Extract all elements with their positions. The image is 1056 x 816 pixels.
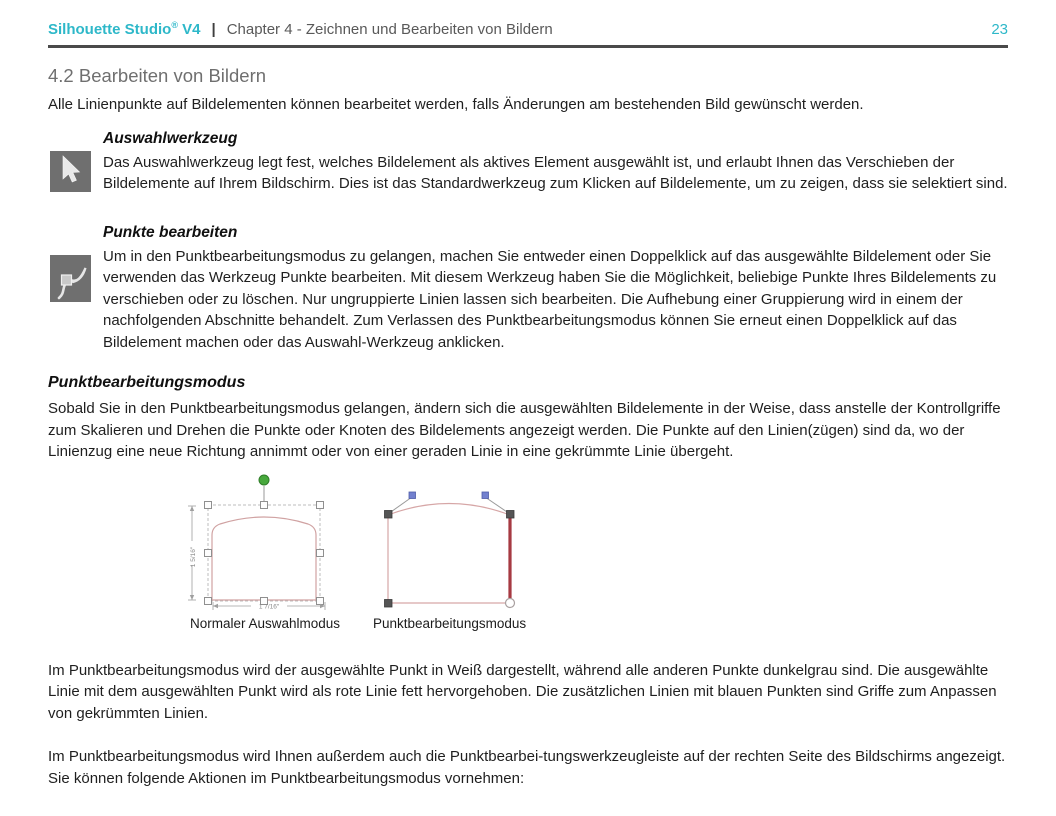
arch-shape-outline xyxy=(212,517,316,600)
paragraph-point-colors: Im Punktbearbeitungsmodus wird der ausgewählte Punkt in Weiß dargestellt, während alle anderen Punkte dunkelgrau sind. Die ausgewählte Linie mit dem ausgewählten Punkt wird als rote Linie fett hervorgehoben. Die zusätzlichen Linien mit blauen Punkten sind Griffe zum Anpassen von gekrümmten Linien. xyxy=(48,661,997,722)
brand-name: Silhouette Studio xyxy=(48,21,172,38)
page-header xyxy=(48,20,1008,38)
cursor-arrow-icon xyxy=(50,151,91,197)
point-edit-diagram xyxy=(375,486,525,613)
selection-bounding-box xyxy=(208,505,320,601)
shape-outline-pink xyxy=(388,503,510,603)
tool-heading-select: Auswahlwerkzeug xyxy=(103,129,238,147)
page-number: 23 xyxy=(991,21,1008,38)
section-intro: Alle Linienpunkte auf Bildelementen können bearbeitet werden, falls Änderungen am bestehenden Bild gewünscht werden. xyxy=(48,96,864,113)
chapter-title: Chapter 4 - Zeichnen und Bearbeiten von Bildern xyxy=(226,21,553,38)
bezier-handle-points xyxy=(409,492,489,499)
node-points-gray xyxy=(384,510,514,607)
rotate-handle-icon xyxy=(259,475,269,485)
tool-section-select xyxy=(48,130,1008,195)
selected-point-white xyxy=(505,598,514,607)
figure-label-edit: Punktbearbeitungsmodus xyxy=(373,615,527,631)
header-rule xyxy=(48,45,1008,48)
mode-section-heading: Punktbearbeitungsmodus xyxy=(48,374,246,391)
mode-section-body: Sobald Sie in den Punktbearbeitungsmodus gelangen, ändern sich die ausgewählten Bildelemente in der Weise, dass anstelle der Kontrollgriffe zum Skalieren und Drehen die Punkte oder Knoten des Bildelements angezeigt werden. Die Punkte auf den Linien(zügen) sind da, wo der Linienzug eine neue Richtung annimmt oder von einer geraden Linie in eine gekrümmte Linie übergeht. xyxy=(48,400,1001,460)
figure-label-normal: Normaler Auswahlmodus xyxy=(189,615,341,631)
registered-mark: ® xyxy=(171,20,178,30)
tool-body-select: Das Auswahlwerkzeug legt fest, welches Bildelement als aktives Element ausgewählt ist, und erlaubt Ihnen das Verschieben der Bildelemente auf Ihrem Bildschirm. Dies ist das Standardwerkzeug zum Klicken auf Bildelemente, um zu zeigen, dass sie selektiert sind. xyxy=(103,153,1008,192)
brand-version: V4 xyxy=(177,21,201,38)
edit-points-icon xyxy=(50,255,91,307)
figure-normal-selection xyxy=(185,473,345,631)
tool-heading-edit-points: Punkte bearbeiten xyxy=(103,223,238,241)
tool-section-edit-points xyxy=(48,224,1008,354)
figure-point-edit xyxy=(373,486,526,631)
normal-selection-diagram xyxy=(185,473,345,613)
height-dimension-label: 1 5/16″ xyxy=(190,546,197,567)
section-title: 4.2 Bearbeiten von Bildern xyxy=(48,65,267,86)
width-dimension-label: 1 7/16″ xyxy=(258,603,280,610)
paragraph-toolbar-note: Im Punktbearbeitungsmodus wird Ihnen außerdem auch die Punktbearbei-tungswerkzeugleiste auf der rechten Seite des Bildschirms angezeigt. Sie können folgende Aktionen im Punktbearbeitungsmodus vornehmen: xyxy=(48,748,1006,787)
header-separator: | xyxy=(211,21,216,38)
brand-title xyxy=(48,20,200,38)
figures-row xyxy=(185,473,1008,631)
tool-body-edit-points: Um in den Punktbearbeitungsmodus zu gelangen, machen Sie entweder einen Doppelklick auf das ausgewählte Bildelement oder Sie verwenden das Werkzeug Punkte bearbeiten. Mit diesem Werkzeug haben Sie die Möglichkeit, beliebige Punkte Ihres Bildelements zu verschieben oder zu löschen. Nur ungruppierte Linien lassen sich bearbeiten. Die Aufhebung einer Gruppierung wird in einem der nachfolgenden Abschnitte behandelt. Zum Verlassen des Punktbearbeitungsmodus können Sie erneut einen Doppelklick auf das Bildelement machen oder das Auswahl-Werkzeug anklicken. xyxy=(103,247,997,351)
